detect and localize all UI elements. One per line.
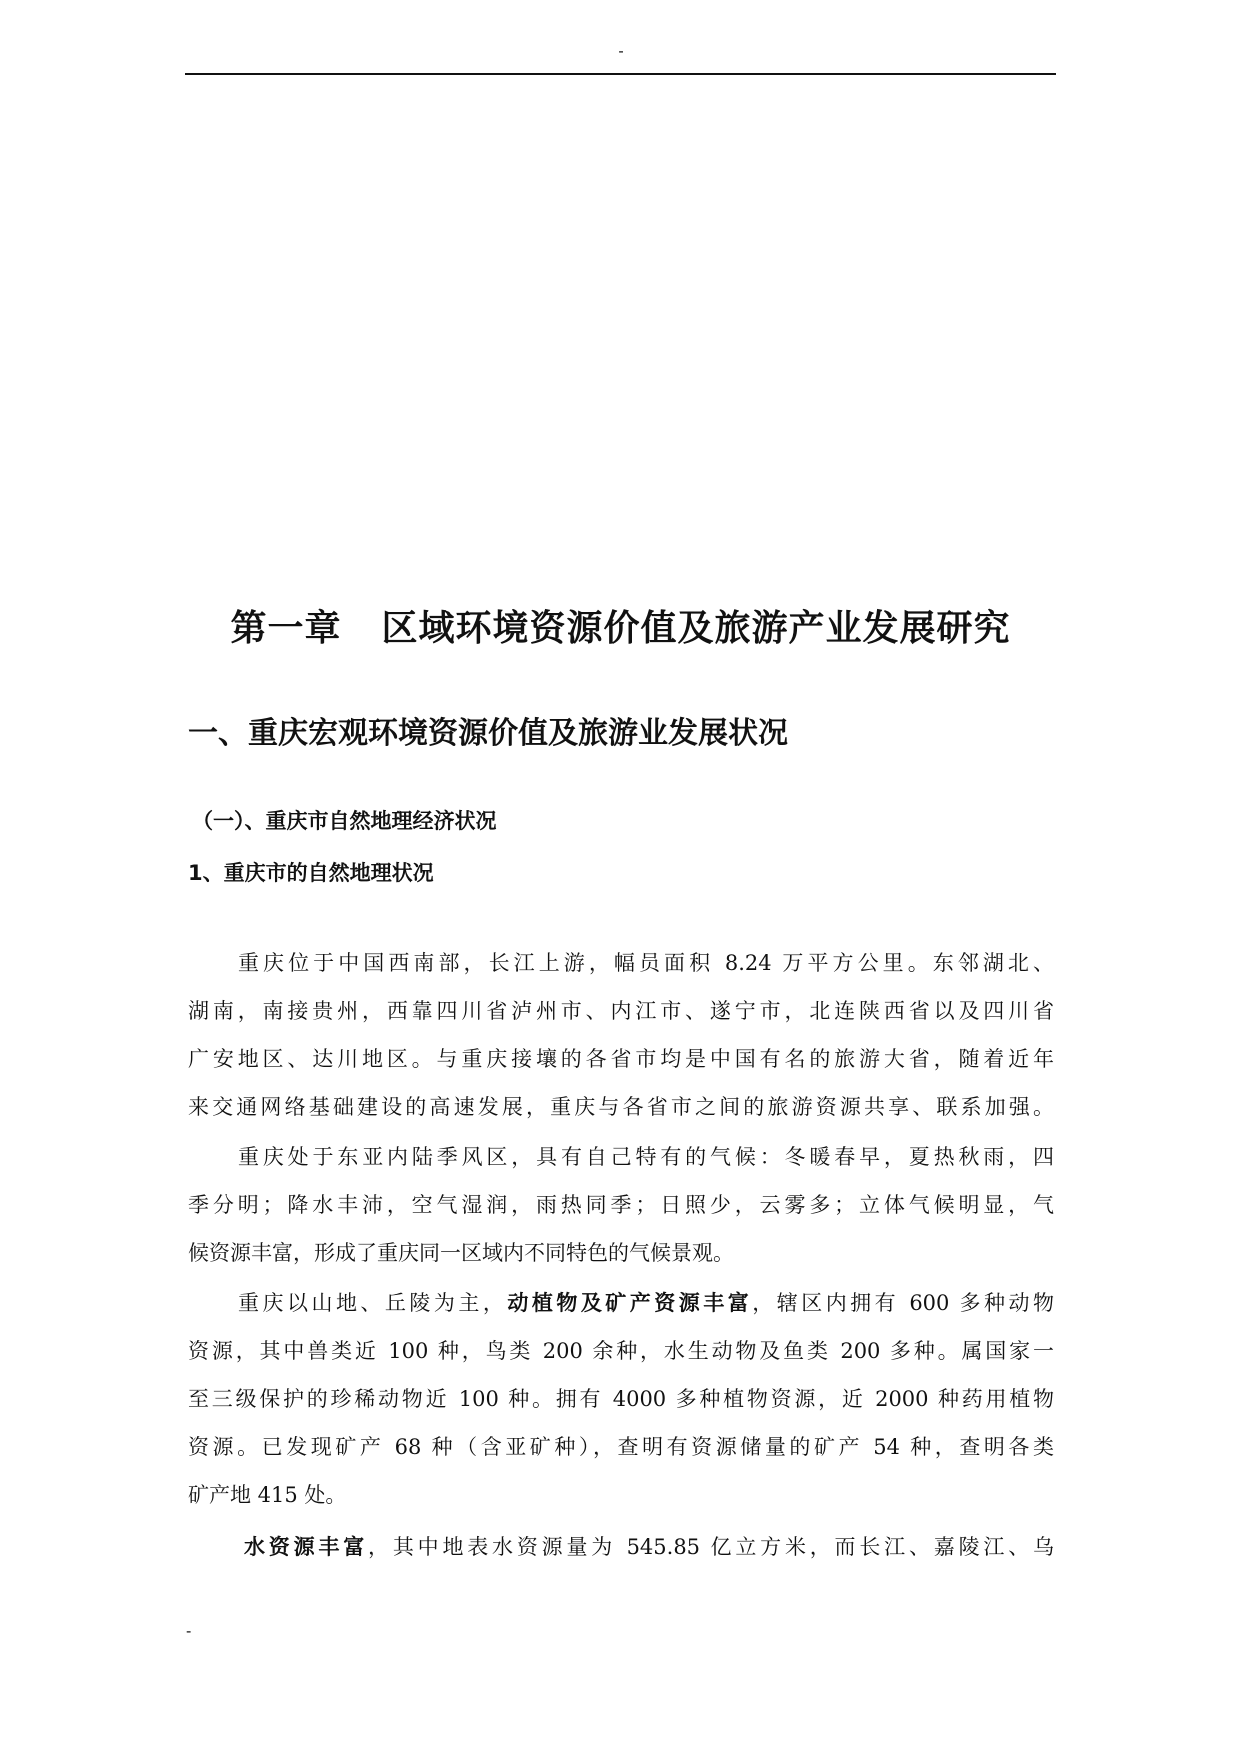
header-rule [185,73,1056,75]
footer-mark: - [186,1623,192,1640]
paragraph-3-emphasis: 动植物及矿产资源丰富 [507,1291,753,1315]
subsubsection-title: 1、重庆市的自然地理状况 [188,861,434,885]
chapter-title-text: 区域环境资源价值及旅游产业发展研究 [381,608,1011,649]
paragraph-1-line-2: 湖南，南接贵州，西靠四川省泸州市、内江市、遂宁市，北连陕西省以及四川省 [188,999,1054,1023]
chapter-title [0,604,1241,654]
section-title: 一、重庆宏观环境资源价值及旅游业发展状况 [188,716,788,751]
paragraph-3-line-4: 资源。已发现矿产 68 种（含亚矿种），查明有资源储量的矿产 54 种，查明各类 [188,1435,1054,1459]
header-mark: - [618,43,624,60]
paragraph-3-line-1 [238,1288,1054,1318]
paragraph-2-line-2: 季分明；降水丰沛，空气湿润，雨热同季；日照少，云雾多；立体气候明显，气 [188,1193,1054,1217]
paragraph-2-line-3: 候资源丰富，形成了重庆同一区域内不同特色的气候景观。 [188,1241,734,1265]
paragraph-4-line-1 [244,1532,1054,1562]
paragraph-1-line-3: 广安地区、达川地区。与重庆接壤的各省市均是中国有名的旅游大省，随着近年 [188,1047,1054,1071]
paragraph-4-text-b: ，其中地表水资源量为 545.85 亿立方米，而长江、嘉陵江、乌 [368,1535,1055,1559]
paragraph-3-line-5: 矿产地 415 处。 [188,1483,347,1507]
paragraph-4-emphasis: 水资源丰富 [244,1535,369,1559]
paragraph-2-line-1: 重庆处于东亚内陆季风区，具有自己特有的气候：冬暖春早，夏热秋雨，四 [238,1145,1054,1169]
paragraph-1-line-1: 重庆位于中国西南部，长江上游，幅员面积 8.24 万平方公里。东邻湖北、 [238,951,1054,975]
paragraph-3-text-c: ，辖区内拥有 600 多种动物 [752,1291,1055,1315]
chapter-number: 第一章 [230,608,342,649]
paragraph-1-line-4: 来交通网络基础建设的高速发展，重庆与各省市之间的旅游资源共享、联系加强。 [188,1095,1054,1119]
paragraph-3-text-a: 重庆以山地、丘陵为主， [238,1291,508,1315]
paragraph-3-line-2: 资源，其中兽类近 100 种，鸟类 200 余种，水生动物及鱼类 200 多种。属国家一 [188,1339,1054,1363]
subsection-title: （一）、重庆市自然地理经济状况 [192,809,497,833]
paragraph-3-line-3: 至三级保护的珍稀动物近 100 种。拥有 4000 多种植物资源，近 2000 种药用植物 [188,1387,1054,1411]
